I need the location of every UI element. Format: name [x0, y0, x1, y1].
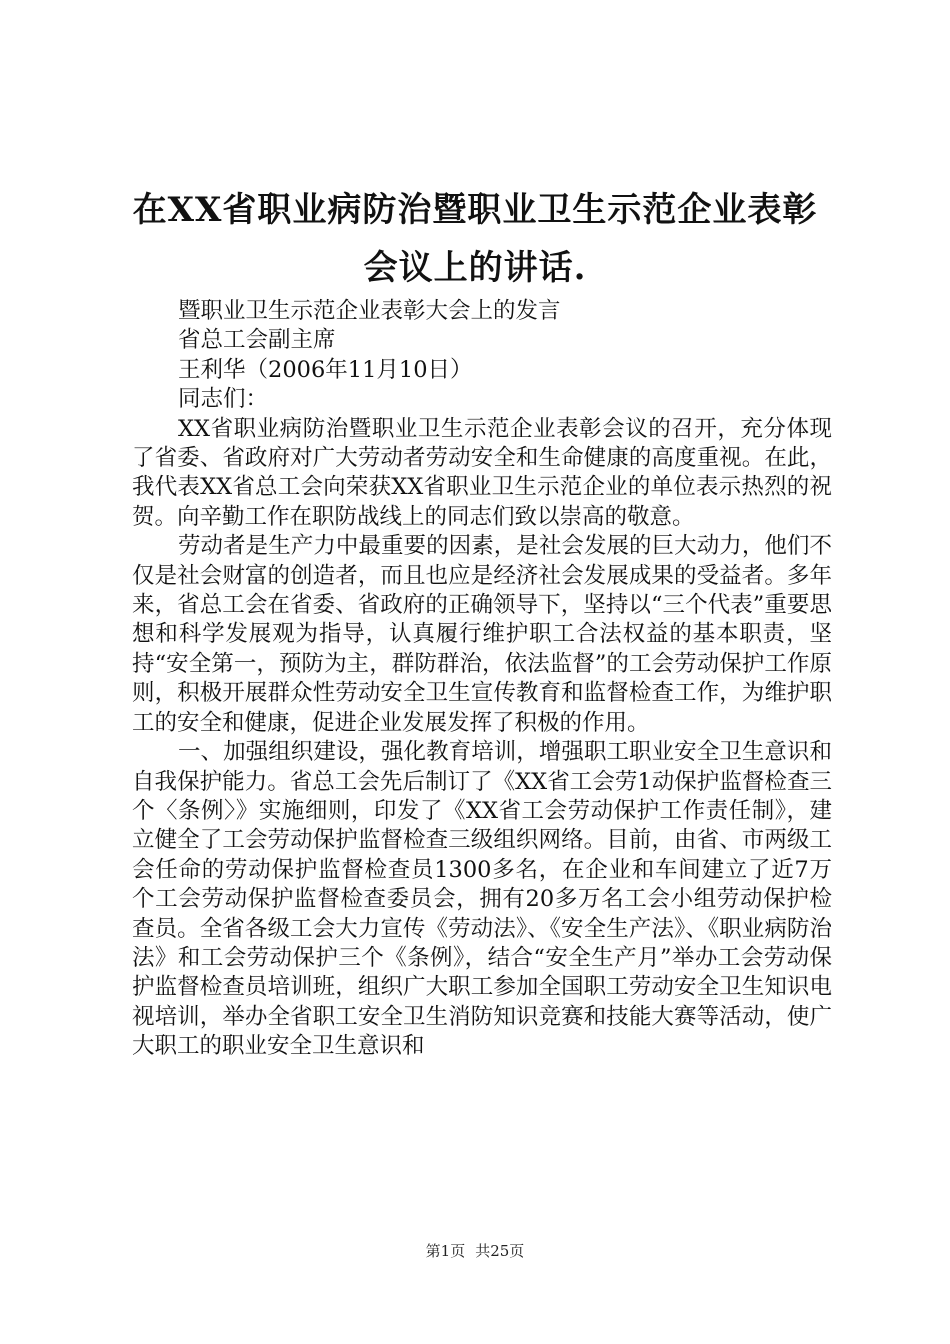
speaker-name-date: 王利华（2006年11月10日） — [178, 356, 473, 383]
document-title-line-1: 在XX省职业病防治暨职业卫生示范企业表彰 — [132, 190, 818, 230]
speaker-position: 省总工会副主席 — [178, 327, 336, 354]
document-title-line-2: 会议上的讲话. — [363, 248, 587, 288]
salutation: 同志们： — [178, 386, 269, 413]
page-total: 共25页 — [475, 1242, 525, 1260]
speech-subtitle: 暨职业卫生示范企业表彰大会上的发言 — [178, 298, 561, 324]
document-body — [132, 297, 832, 1062]
page-footer — [0, 1240, 950, 1261]
body-paragraph: XX省职业病防治暨职业卫生示范企业表彰会议的召开，充分体现了省委、省政府对广大劳动者劳动安全和生命健康的高度重视。在此，我代表XX省总工会向荣获XX省职业卫生示范企业的单位表示热烈的祝贺。向辛勤工作在职防战线上的同志们致以崇高的敬意。 — [132, 415, 832, 530]
body-paragraph: 一、加强组织建设，强化教育培训，增强职工职业安全卫生意识和自我保护能力。省总工会先后制订了《XX省工会劳1动保护监督检查三个〈条例〉》实施细则，印发了《XX省工会劳动保护工作责任制》，建立健全了工会劳动保护监督检查三级组织网络。目前，由省、市两级工会任命的劳动保护监督检查员1300多名，在企业和车间建立了近7万个工会劳动保护监督检查委员会，拥有20多万名工会小组劳动保护检查员。全省各级工会大力宣传《劳动法》、《安全生产法》、《职业病防治法》和工会劳动保护三个《条例》，结合“安全生产月”举办工会劳动保护监督检查员培训班，组织广大职工参加全国职工劳动安全卫生知识电视培训，举办全省职工安全卫生消防知识竞赛和技能大赛等活动，使广大职工的职业安全卫生意识和 — [132, 739, 832, 1060]
body-paragraph: 劳动者是生产力中最重要的因素，是社会发展的巨大动力，他们不仅是社会财富的创造者，而且也应是经济社会发展成果的受益者。多年来，省总工会在省委、省政府的正确领导下，坚持以“三个代表”重要思想和科学发展观为指导，认真履行维护职工合法权益的基本职责，坚持“安全第一，预防为主，群防群治，依法监督”的工会劳动保护工作原则，积极开展群众性劳动安全卫生宣传教育和监督检查工作，为维护职工的安全和健康，促进企业发展发挥了积极的作用。 — [132, 533, 832, 736]
page-number: 第1页 — [425, 1242, 466, 1260]
